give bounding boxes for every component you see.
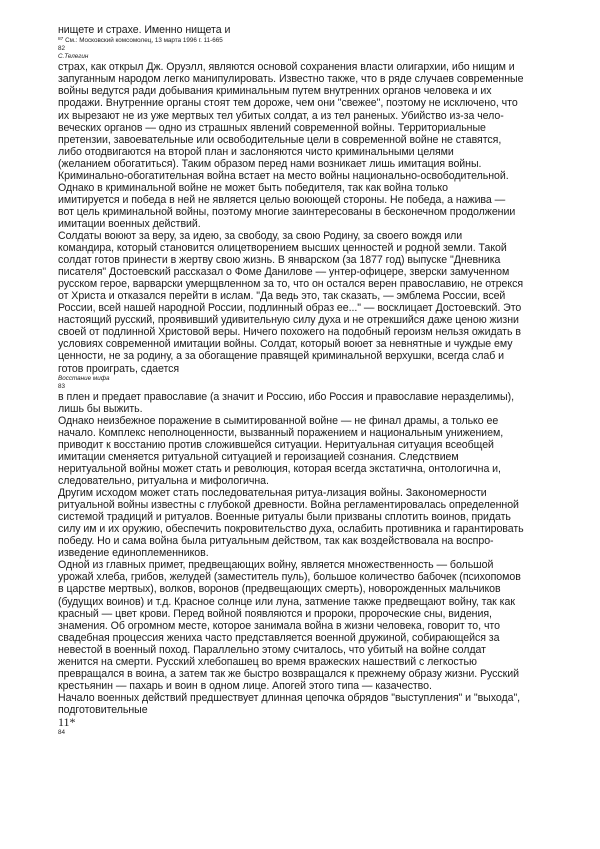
text-line: Начало военных действий предшествует длинная цепочка обрядов "выступления" и "выхода", [58,691,521,704]
text-line: нищете и страхе. Именно нищета и [58,24,231,36]
text-line: либо отодвигаются на второй план и заслоняются чисто криминальными целями [58,145,454,158]
text-line: свадебная процессия жениха часто представляется военной дружиной, собирающейся за [58,631,500,644]
text-line: ритуальной войны известны с глубокой древности. Война регламентировалась определенной [58,499,519,512]
footnote [58,36,556,45]
text-line: Криминально-обогатительная война встает на место войны национально-освободительной. [58,169,509,182]
text-line: системой традиций и ритуалов. Военные ритуалы были призваны сплотить воинов, придать [58,511,511,524]
footnote-number: 87 [58,37,64,43]
text-line: настоящий русский, проявивший удивительную силу духа и не отрекшийся даже ценою жизни [58,314,519,327]
text-line: приводит к восстанию против сложившейся ситуации. Неритуальная ситуация всеобщей [58,438,494,451]
text-block-2 [58,391,556,716]
top-text [58,24,556,36]
text-line: готов проиграть, сдается [58,362,180,375]
text-line: солдат готов принести в жертву свою жизнь. В январском (за 1877 год) выпуске "Дневника [58,254,501,267]
text-line: продажи. Внутренние органы стоят тем дороже, чем они "свежее", поэтому не исключено, что [58,97,518,110]
text-line: красный — цвет крови. Перед войной появляются и пророки, пророческие сны, видения, [58,607,492,620]
page-number-82: 82 [58,45,66,53]
text-line: неритуальной войны может стать и революция, которая всегда экстатична, онтологична и, [58,463,501,476]
text-line: претензии, завоевательные или освободительные цели в современной войне не ставятся, [58,133,502,146]
text-line: условиях современной имитации войны. Солдат, который воюет за невнятные и чуждые ему [58,338,513,351]
text-line: превращался в воина, а затем так же быстро возвращался к прежнему образу жизни. Русский [58,667,519,680]
page-number-83: 83 [58,382,66,390]
text-line: имитации сменяется ритуальной ситуацией и героизацией сознания. Следствием [58,450,459,463]
page-content [58,24,556,737]
text-line: в плен и предает православие (а значит и Россию, ибо Россия и православие неразделимы), [58,390,514,403]
text-line: их вырезают не из уже мертвых тел убитых солдат, а из тел раненых. Убийство из-за чело- [58,109,504,122]
text-line: лишь бы выжить. [58,402,143,415]
text-line: (будущих воинов) и т.д. Красное солнце или луна, затмение также предвещают войну, так как [58,595,515,608]
text-line: писателя" Достоевский рассказал о Фоме Данилове — унтер-офицере, зверски замученном [58,266,510,279]
text-line: веческих органов — одно из страшных явлений современной войны. Территориальные [58,121,486,134]
text-line: следовательно, ритуальна и мифологична. [58,475,269,488]
text-line: запуганным народом легко манипулировать. Известно также, что в ряде случаев современные [58,73,524,86]
text-line: имитируется и победа в ней не является целью воюющей стороны. Не победа, а нажива — [58,193,506,206]
text-line: страх, как открыл Дж. Оруэлл, являются основой сохранения власти олигархии, ибо нищим и [58,61,515,74]
running-header-title: Восстание мифа [58,374,110,382]
text-line: имитации военных действий. [58,217,201,230]
text-line: России, всей нашей народной России, подлинный образ ее..." — восклицает Достоевский. Это [58,302,522,315]
text-line: (желанием обогатиться). Таким образом перед нами возникает лишь имитация войны. [58,157,482,170]
text-line: силу им и их оружию, обеспечить покровительство духа, ослабить противника и гарантировать [58,523,524,536]
text-line: своей от подлинной Христовой веры. Ничего похожего на подобный героизм нельзя ожидать в [58,326,521,339]
text-line: крестьянин — пахарь и воин в одном лице. Апогей этого типа — казачество. [58,679,432,692]
text-line: Одной из главных примет, предвещающих войну, является множественность — большой [58,559,494,572]
footnote-text: См.: Московский комсомолец, 13 марта 1996 г. 11-665 [65,37,223,45]
text-line: победу. Но и сама война была ритуальным действом, так как воздействовала на воспро- [58,535,494,548]
text-line: невестой в военный поход. Параллельно этому считалось, что убитый на войне солдат [58,643,486,656]
text-line: женится на смерти. Русский хлебопашец во время вражеских нашествий с легкостью [58,655,477,668]
running-header-author: С.Телегин [58,53,89,61]
text-line: подготовительные [58,703,148,716]
text-line: начало. Комплекс неполноценности, вызванный поражением и национальным унижением, [58,426,504,439]
text-line: в царстве мертвых), волков, воронов (предвещающих смерть), новорожденных мальчиков [58,583,501,596]
text-block-1 [58,61,556,374]
signature-mark: 11* [58,715,76,729]
text-line: Другим исходом может стать последовательная ритуа-лизация войны. Закономерности [58,487,487,500]
text-line: Однако в криминальной войне не может быть победителя, так как война только [58,181,448,194]
text-line: знамения. Об огромном месте, которое занимала война в жизни человека, говорит то, что [58,619,500,632]
text-line: Солдаты воюют за веру, за идею, за свободу, за свою Родину, за своего вождя или [58,229,463,242]
text-line: от Христа и отказался перейти в ислам. "Да ведь это, так сказать, — эмблема России, всей [58,290,506,303]
text-line: урожай хлеба, грибов, желудей (заместитель пуль), большое количество бабочек (психопомов [58,571,521,584]
text-line: ценности, не за родину, а за обогащение правящей криминальной верхушки, всегда слаб и [58,350,505,363]
page-number-84: 84 [58,728,66,736]
text-line: вот цель криминальной войны, поэтому многие заинтересованы в бесконечном продолжении [58,205,516,218]
text-line: русском герое, варварски умерщвленном за то, что он остался верен православию, не отрекся [58,278,524,291]
text-line: командира, который становится олицетворением высших ценностей и родной земли. Такой [58,242,507,255]
text-line: войны ведутся ради добывания криминальным путем внутренних органов человека и их [58,85,492,98]
text-line: Однако неизбежное поражение в сымитированной войне — не финал драмы, а только ее [58,414,499,427]
text-line: изведение единоплеменников. [58,547,209,560]
